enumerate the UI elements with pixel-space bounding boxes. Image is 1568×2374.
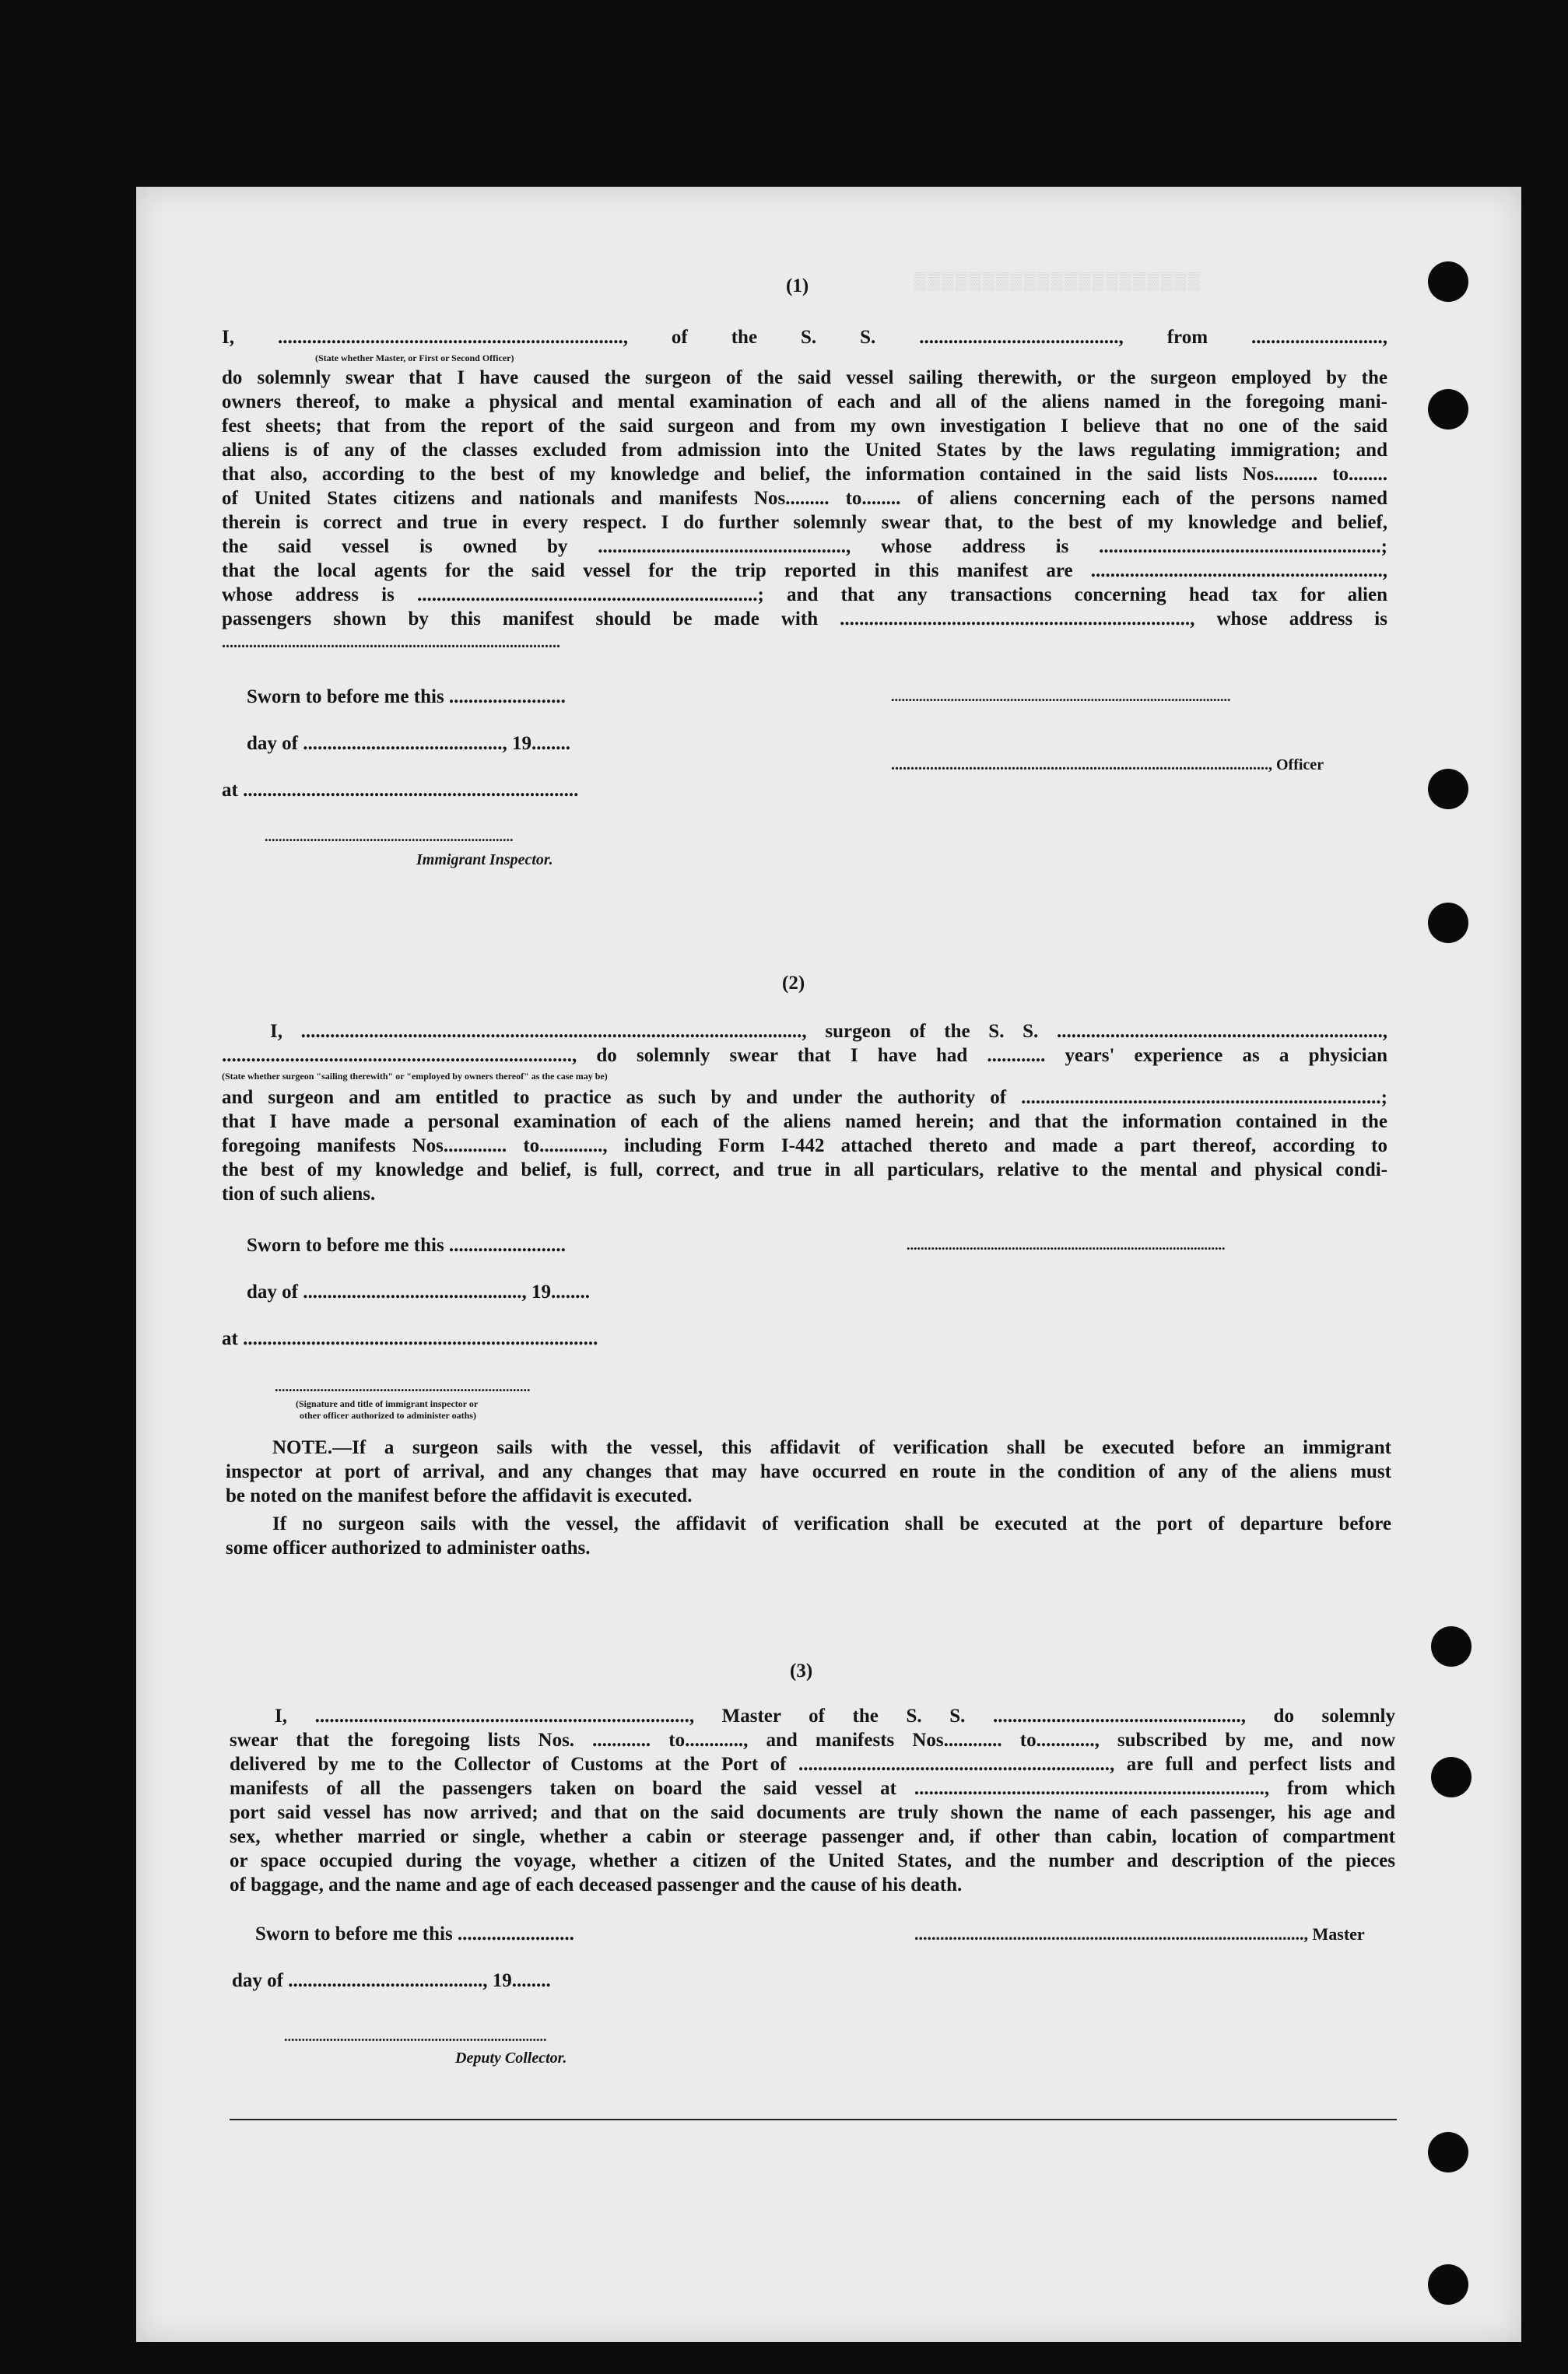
section-1-heading: (1): [786, 275, 809, 296]
section-2-signature-note: other officer authorized to administer oaths): [300, 1410, 476, 1421]
document-page: [136, 187, 1521, 2342]
section-2-heading: (2): [782, 973, 805, 994]
section-3-signature-line: ...........................................................................: [284, 2029, 547, 2044]
section-2-paragraph-line: the best of my knowledge and belief, is full, correct, and true in all particulars, relative to the mental and physical condi-: [222, 1159, 1387, 1180]
section-3-paragraph-line: or space occupied during the voyage, whether a citizen of the United States, and the number and description of the pieces: [230, 1850, 1395, 1871]
note-2-line: If no surgeon sails with the vessel, the affidavit of verification shall be executed at the port of departure before: [272, 1513, 1391, 1534]
note-2-line: some officer authorized to administer oaths.: [226, 1538, 591, 1559]
section-1-oath: [222, 325, 1389, 651]
section-2-paragraph-line: that I have made a personal examination of each of the aliens named herein; and that the information contained in the: [222, 1111, 1387, 1132]
binder-hole: [1428, 903, 1468, 943]
section-1-day: day of ........................................., 19........: [247, 733, 570, 754]
section-3-paragraph-line: swear that the foregoing lists Nos. ............ to............, and manifests Nos............ to............, subscribed by me, and now: [230, 1730, 1395, 1751]
section-2-paragraph-line: foregoing manifests Nos............. to............., including Form I-442 attached thereto and made a part thereof, according to: [222, 1135, 1387, 1156]
section-1-right-signature-line: .................................................................................................: [891, 689, 1231, 704]
section-3-paragraph-line: sex, whether married or single, whether a cabin or steerage passenger and, if other than cabin, location of compartment: [230, 1826, 1395, 1847]
section-1-paragraph-line: that the local agents for the said vessel for the trip reported in this manifest are ............................................................,: [222, 560, 1387, 581]
note-paragraph-line: NOTE.—If a surgeon sails with the vessel, this affidavit of verification shall be executed before an immigrant: [272, 1437, 1391, 1458]
section-2-day: day of ............................................., 19........: [247, 1282, 590, 1303]
section-1-paragraph-line: the said vessel is owned by ..................................................., whose address is ..........................................................;: [222, 536, 1387, 557]
section-2-sworn: Sworn to before me this ........................: [247, 1235, 566, 1256]
section-1-paragraph-line: aliens is of any of the classes excluded from admission into the United States by the laws regulating immigration; and: [222, 440, 1387, 461]
section-3-oath: [230, 1704, 1397, 1906]
binder-hole: [1431, 1626, 1472, 1667]
section-2-line2: ........................................................................, do solemnly swear that I have had ............ years' experience as a physician: [222, 1045, 1387, 1066]
section-1-note: (State whether Master, or First or Second Officer): [315, 352, 514, 363]
section-1-paragraph-line: passengers shown by this manifest should be made with ........................................................................, whose address is: [222, 608, 1387, 629]
section-2-signature-line: .........................................................................: [275, 1379, 531, 1394]
section-2-at: at .........................................................................: [222, 1328, 598, 1349]
section-2-oath: [222, 1019, 1389, 1253]
section-2-note: (State whether surgeon "sailing therewith" or "employed by owners thereof" as the case may be): [222, 1071, 608, 1082]
section-1-paragraph-line: therein is correct and true in every respect. I do further solemnly swear that, to the best of my knowledge and belief,: [222, 512, 1387, 533]
section-1-signature-line: .......................................................................: [265, 829, 514, 844]
section-1-paragraph-line: that also, according to the best of my knowledge and belief, the information contained in the said lists Nos......... to........: [222, 464, 1387, 485]
section-1-sworn: Sworn to before me this ........................: [247, 686, 566, 707]
section-1-paragraph-line: fest sheets; that from the report of the said surgeon and from my own investigation I believe that no one of the said: [222, 416, 1387, 437]
section-3-last-line: of baggage, and the name and age of each deceased passenger and the cause of his death.: [230, 1874, 963, 1895]
section-3-paragraph-line: delivered by me to the Collector of Customs at the Port of ................................................................, are full and perfect lists and: [230, 1754, 1395, 1775]
section-1-paragraph-line: owners thereof, to make a physical and mental examination of each and all of the aliens named in the foregoing mani-: [222, 391, 1387, 412]
section-3-sworn: Sworn to before me this ........................: [255, 1923, 574, 1944]
section-3-heading: (3): [790, 1660, 813, 1681]
section-1-paragraph-line: do solemnly swear that I have caused the surgeon of the said vessel sailing therewith, or the surgeon employed by the: [222, 367, 1387, 388]
binder-hole: [1431, 1757, 1472, 1797]
binder-hole: [1428, 769, 1468, 809]
binder-hole: [1428, 2132, 1468, 2172]
section-3-paragraph-line: manifests of all the passengers taken on board the said vessel at ........................................................................, from which: [230, 1778, 1395, 1799]
deputy-collector-label: Deputy Collector.: [455, 2050, 567, 2067]
officer-signature-line: ................................................................................................., Officer: [891, 756, 1324, 773]
section-3-paragraph-line: port said vessel has now arrived; and that on the said documents are truly shown the name of each passenger, his age and: [230, 1802, 1395, 1823]
bottom-rule: [230, 2119, 1397, 2120]
section-1-last-line: .......................................................................................: [222, 634, 560, 651]
binder-hole: [1428, 2264, 1468, 2305]
section-3-day: day of ........................................, 19........: [232, 1970, 551, 1991]
section-2-right-signature-line: ...........................................................................................: [907, 1237, 1226, 1253]
section-1-at: at .....................................................................: [222, 780, 579, 801]
bleed-through-mark: ▒▒▒▒▒▒▒▒▒▒▒▒▒▒▒▒▒▒▒▒▒: [914, 271, 1202, 290]
section-1-paragraph-line: whose address is ......................................................................; and that any transactions concerning head tax for alien: [222, 584, 1387, 605]
binder-hole: [1428, 261, 1468, 302]
section-1-line1: I, ......................................................................., of the S. S. ........................................., from ...........................,: [222, 327, 1387, 348]
section-3-paragraph-line: I, ............................................................................., Master of the S. S. ..................................................., do solemnly: [275, 1706, 1395, 1727]
master-signature-line: ..........................................................................................., Master: [914, 1924, 1365, 1944]
section-2-line1: I, ......................................................................................................., surgeon of the S. S. ...................................................................,: [270, 1021, 1387, 1042]
section-2-last-line: tion of such aliens.: [222, 1183, 376, 1205]
section-2-note-block: [226, 1436, 1393, 1568]
note-paragraph-line: be noted on the manifest before the affidavit is executed.: [226, 1485, 693, 1506]
binder-hole: [1428, 389, 1468, 430]
immigrant-inspector-label: Immigrant Inspector.: [416, 851, 553, 868]
section-2-paragraph-line: and surgeon and am entitled to practice as such by and under the authority of ..........................................................................;: [222, 1087, 1387, 1108]
section-1-paragraph-line: of United States citizens and nationals and manifests Nos......... to........ of aliens concerning each of the persons named: [222, 488, 1387, 509]
section-2-signature-note: (Signature and title of immigrant inspector or: [296, 1398, 479, 1409]
note-paragraph-line: inspector at port of arrival, and any changes that may have occurred en route in the condition of any of the aliens must: [226, 1461, 1391, 1482]
